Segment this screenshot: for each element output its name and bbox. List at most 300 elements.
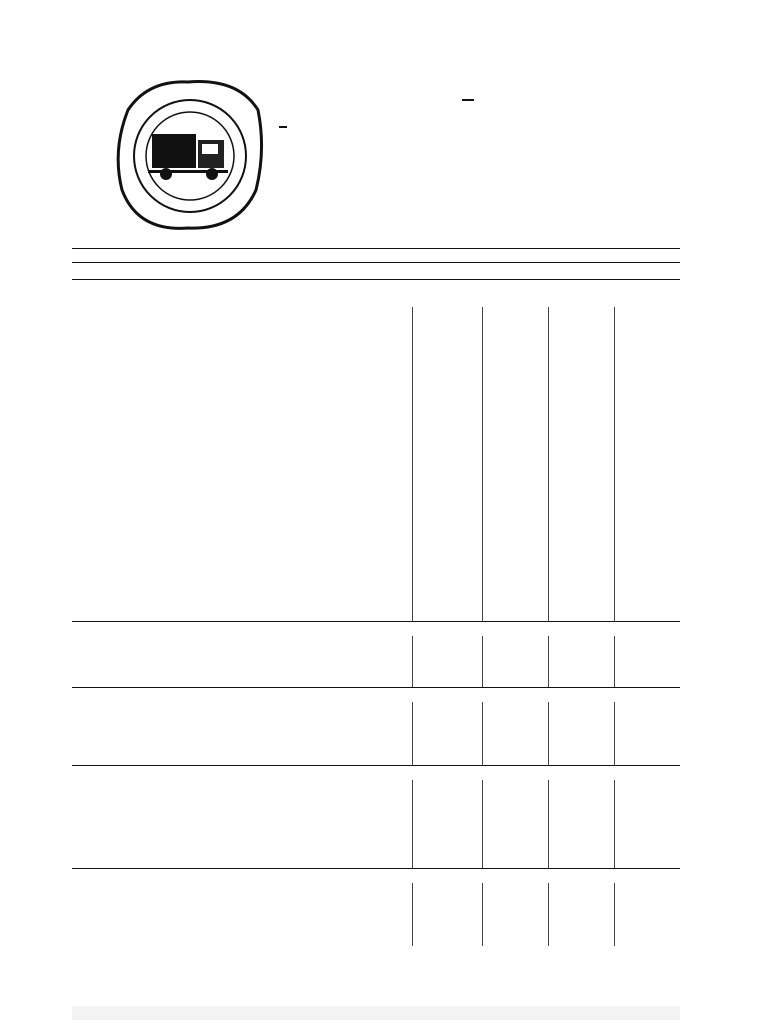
cell-dia [483,332,549,345]
row-label-cell [72,780,413,793]
cell-p100 [615,883,681,896]
table-row [72,470,680,483]
cell-p100 [615,727,681,740]
cell-p100 [615,344,681,357]
table-row [72,370,680,383]
cell-dia [483,674,549,687]
cell-mes [413,445,483,458]
table-row [72,921,680,934]
cell-p100 [615,596,681,609]
cell-p100 [615,714,681,727]
cell-p100 [615,307,681,320]
cell-mes [413,805,483,818]
contact-line [258,106,678,116]
cell-mes [413,921,483,934]
cell-p100 [615,496,681,509]
cell-p100 [615,818,681,831]
table-row [72,571,680,584]
cell-dia [483,609,549,622]
cell-dia [483,805,549,818]
cell-p100 [615,546,681,559]
cell-p50 [549,319,615,332]
row-label-cell [72,674,413,687]
cell-p50 [549,830,615,843]
cell-mes [413,433,483,446]
cell-mes [413,609,483,622]
cell-dia [483,433,549,446]
cell-mes [413,596,483,609]
cell-dia [483,702,549,715]
table-row [72,546,680,559]
cell-p100 [615,674,681,687]
cell-mes [413,558,483,571]
cell-p100 [615,445,681,458]
table-row [72,609,680,622]
cell-p50 [549,883,615,896]
cell-p100 [615,636,681,649]
cell-p100 [615,584,681,597]
cell-dia [483,596,549,609]
cell-dia [483,933,549,946]
cell-p50 [549,921,615,934]
row-label-cell [72,370,413,383]
cell-p100 [615,332,681,345]
row-label-cell [72,307,413,320]
row-label-cell [72,883,413,896]
row-label-cell [72,407,413,420]
cell-p100 [615,649,681,662]
cell-mes [413,357,483,370]
cell-p50 [549,596,615,609]
cell-dia [483,727,549,740]
row-label-cell [72,382,413,395]
cell-p50 [549,740,615,753]
cell-dia [483,662,549,675]
cell-mes [413,344,483,357]
cell-p50 [549,908,615,921]
row-label-cell [72,908,413,921]
cell-mes [413,508,483,521]
cell-mes [413,740,483,753]
cell-dia [483,908,549,921]
row-label-cell [72,740,413,753]
planilla-number [279,126,287,128]
cell-mes [413,636,483,649]
cell-dia [483,395,549,408]
cell-dia [483,830,549,843]
cell-p50 [549,571,615,584]
col-50 [549,263,615,280]
cell-mes [413,933,483,946]
cell-p100 [615,395,681,408]
cell-mes [413,521,483,534]
section-caudales [72,687,680,702]
cell-mes [413,674,483,687]
cell-dia [483,458,549,471]
cell-p50 [549,558,615,571]
cell-p100 [615,830,681,843]
cell-dia [483,521,549,534]
union-seal-logo [108,70,268,235]
salary-table [72,248,680,946]
cell-p50 [549,584,615,597]
cell-mes [413,382,483,395]
cell-p100 [615,533,681,546]
row-label-cell [72,508,413,521]
row-label-cell [72,395,413,408]
cell-p100 [615,458,681,471]
cell-p50 [549,344,615,357]
cell-dia [483,883,549,896]
row-label-cell [72,433,413,446]
cell-dia [483,752,549,765]
row-label-cell [72,805,413,818]
cell-mes [413,818,483,831]
cell-mes [413,420,483,433]
table-row [72,855,680,868]
table-row [72,843,680,856]
cell-p50 [549,649,615,662]
section-clearing [72,622,680,637]
cell-mes [413,714,483,727]
row-label-cell [72,896,413,909]
cell-p100 [615,420,681,433]
cell-mes [413,855,483,868]
cell-dia [483,792,549,805]
table-row [72,596,680,609]
row-label-cell [72,818,413,831]
table-row [72,727,680,740]
section-conductores [72,294,680,307]
table-row [72,344,680,357]
cell-p100 [615,908,681,921]
section-operativo-cell [72,280,680,295]
cell-mes [413,702,483,715]
col-por-mes [413,263,483,280]
cell-p100 [615,357,681,370]
row-label-cell [72,344,413,357]
cell-p100 [615,702,681,715]
filial-line [258,76,678,87]
cell-mes [413,483,483,496]
cell-mes [413,792,483,805]
cell-p100 [615,433,681,446]
cell-dia [483,420,549,433]
cell-p50 [549,370,615,383]
row-label-cell [72,470,413,483]
table-row [72,896,680,909]
cell-mes [413,546,483,559]
cell-mes [413,395,483,408]
row-label-cell [72,752,413,765]
cell-p50 [549,433,615,446]
cell-dia [483,382,549,395]
cell-p50 [549,395,615,408]
cell-p100 [615,609,681,622]
cell-mes [413,571,483,584]
cell-p100 [615,319,681,332]
cell-p100 [615,740,681,753]
cell-mes [413,896,483,909]
table-row [72,395,680,408]
cell-dia [483,357,549,370]
row-label-cell [72,843,413,856]
cell-mes [413,780,483,793]
cell-p50 [549,896,615,909]
row-label-cell [72,830,413,843]
section-taller-cell [72,765,680,780]
convenio-line [258,119,678,131]
table-row [72,357,680,370]
cell-dia [483,558,549,571]
cell-p50 [549,546,615,559]
row-label-cell [72,458,413,471]
cell-dia [483,483,549,496]
item-heading [72,263,413,280]
row-label-cell [72,662,413,675]
cell-p50 [549,533,615,546]
row-label-cell [72,714,413,727]
cell-mes [413,752,483,765]
row-label-cell [72,855,413,868]
cell-p100 [615,780,681,793]
cell-mes [413,470,483,483]
cell-mes [413,533,483,546]
cell-p50 [549,702,615,715]
cell-p50 [549,792,615,805]
row-label-cell [72,702,413,715]
section-administrativo [72,868,680,883]
table-row [72,458,680,471]
table-row [72,445,680,458]
row-label-cell [72,571,413,584]
cell-dia [483,780,549,793]
cell-mes [413,727,483,740]
cell-p50 [549,483,615,496]
cell-dia [483,896,549,909]
row-label-cell [72,483,413,496]
cell-mes [413,496,483,509]
table-row [72,702,680,715]
cell-dia [483,584,549,597]
table-row [72,649,680,662]
table-row [72,805,680,818]
cell-p50 [549,496,615,509]
table-row [72,584,680,597]
cell-p50 [549,307,615,320]
cell-dia [483,508,549,521]
table-row [72,407,680,420]
cell-p100 [615,508,681,521]
row-label-cell [72,933,413,946]
table-row [72,382,680,395]
cell-p50 [549,382,615,395]
cell-p50 [549,752,615,765]
cell-dia [483,319,549,332]
table-row [72,496,680,509]
cell-dia [483,307,549,320]
row-label-cell [72,792,413,805]
row-label-cell [72,533,413,546]
cell-mes [413,319,483,332]
section-conductores-cell [72,294,680,307]
cell-dia [483,714,549,727]
row-label-cell [72,319,413,332]
cell-dia [483,546,549,559]
col-100 [615,263,681,280]
cell-dia [483,843,549,856]
cell-mes [413,662,483,675]
table-row [72,792,680,805]
section-operativo [72,280,680,295]
row-label-cell [72,420,413,433]
cell-p50 [549,609,615,622]
cell-p100 [615,792,681,805]
table-row [72,752,680,765]
horas-extra-header [72,249,680,263]
cell-dia [483,344,549,357]
cell-dia [483,818,549,831]
cell-p50 [549,357,615,370]
cell-p50 [549,332,615,345]
footer-strip [72,1006,680,1020]
cell-dia [483,445,549,458]
cell-dia [483,921,549,934]
cell-dia [483,407,549,420]
cell-p50 [549,780,615,793]
cell-p50 [549,805,615,818]
cell-p50 [549,818,615,831]
table-row [72,830,680,843]
cell-dia [483,649,549,662]
cell-dia [483,496,549,509]
cell-p100 [615,407,681,420]
table-row [72,508,680,521]
row-label-cell [72,357,413,370]
row-label-cell [72,521,413,534]
cell-mes [413,407,483,420]
row-label-cell [72,558,413,571]
document-header [108,62,668,252]
cell-dia [483,370,549,383]
table-row [72,483,680,496]
col-por-dia [483,263,549,280]
cell-mes [413,584,483,597]
address-banner [462,99,474,101]
row-label-cell [72,921,413,934]
cell-p50 [549,933,615,946]
cell-p50 [549,714,615,727]
section-clearing-cell [72,622,680,637]
cell-dia [483,470,549,483]
row-label-cell [72,546,413,559]
cell-p50 [549,727,615,740]
cell-p50 [549,508,615,521]
cell-dia [483,533,549,546]
table-row [72,883,680,896]
cell-p100 [615,843,681,856]
cell-p50 [549,843,615,856]
cell-mes [413,332,483,345]
cell-p100 [615,558,681,571]
column-header [72,263,680,280]
table-row [72,674,680,687]
cell-p100 [615,921,681,934]
cell-p100 [615,470,681,483]
cell-mes [413,458,483,471]
cell-p100 [615,483,681,496]
cell-p50 [549,636,615,649]
cell-p100 [615,571,681,584]
section-administrativo-cell [72,868,680,883]
section-taller [72,765,680,780]
cell-dia [483,636,549,649]
table-row [72,933,680,946]
table-row [72,818,680,831]
table-row [72,319,680,332]
cell-p100 [615,382,681,395]
row-label-cell [72,596,413,609]
table-row [72,780,680,793]
cell-p50 [549,521,615,534]
cell-mes [413,883,483,896]
cell-p100 [615,805,681,818]
table-row [72,307,680,320]
table-row [72,558,680,571]
table-row [72,714,680,727]
row-label-cell [72,496,413,509]
row-label-cell [72,649,413,662]
cell-p100 [615,933,681,946]
table-row [72,908,680,921]
cell-mes [413,649,483,662]
row-label-cell [72,727,413,740]
row-label-cell [72,445,413,458]
horas-extra-label [549,249,681,263]
cell-mes [413,843,483,856]
cell-p50 [549,458,615,471]
cell-p100 [615,896,681,909]
cell-mes [413,830,483,843]
cell-p50 [549,674,615,687]
cell-dia [483,740,549,753]
cell-p100 [615,855,681,868]
cell-p50 [549,662,615,675]
row-label-cell [72,332,413,345]
row-label-cell [72,584,413,597]
table-row [72,332,680,345]
table-row [72,636,680,649]
cell-p50 [549,445,615,458]
cell-dia [483,855,549,868]
table-row [72,533,680,546]
table-row [72,521,680,534]
cell-dia [483,571,549,584]
cell-mes [413,307,483,320]
cell-mes [413,370,483,383]
table-row [72,433,680,446]
table-row [72,740,680,753]
cell-p50 [549,407,615,420]
table-row [72,420,680,433]
row-label-cell [72,636,413,649]
cell-p50 [549,855,615,868]
row-label-cell [72,609,413,622]
cell-p100 [615,521,681,534]
cell-mes [413,908,483,921]
cell-p100 [615,752,681,765]
cell-p100 [615,662,681,675]
